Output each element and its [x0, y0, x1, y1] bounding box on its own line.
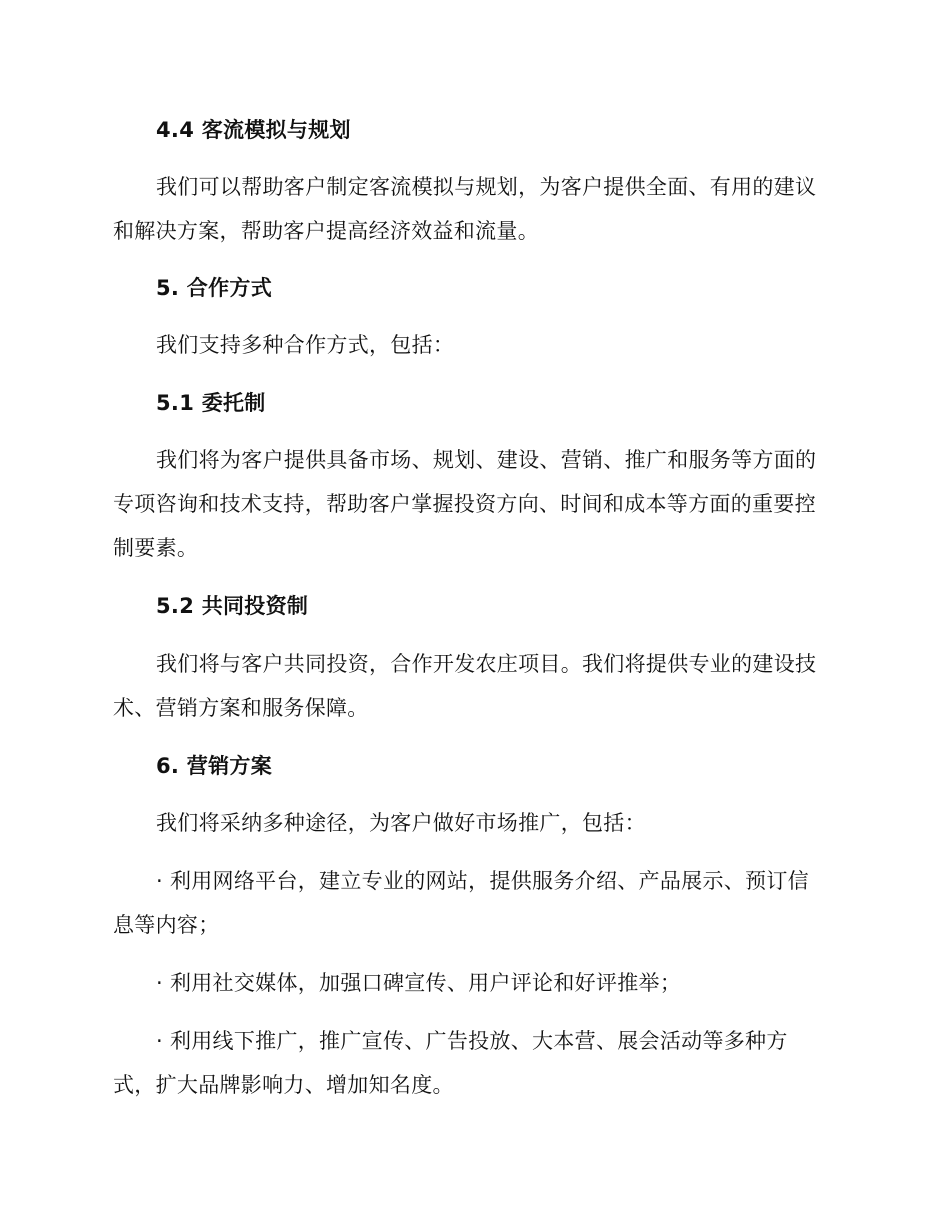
bullet-line: 息等内容； — [113, 913, 220, 937]
bullet-line: · 利用线下推广，推广宣传、广告投放、大本营、展会活动等多种方 — [156, 1029, 788, 1053]
bullet-line: 式，扩大品牌影响力、增加知名度。 — [113, 1073, 454, 1097]
paragraph-line: 专项咨询和技术支持，帮助客户掌握投资方向、时间和成本等方面的重要控 — [113, 492, 816, 516]
bullet-line: · 利用网络平台，建立专业的网站，提供服务介绍、产品展示、预订信 — [156, 869, 809, 893]
section-heading-5-2: 5.2 共同投资制 — [156, 594, 309, 618]
paragraph-line: 制要素。 — [113, 536, 199, 560]
section-heading-6: 6. 营销方案 — [156, 754, 272, 778]
paragraph-line: 我们将为客户提供具备市场、规划、建设、营销、推广和服务等方面的 — [156, 448, 817, 472]
paragraph-line: 术、营销方案和服务保障。 — [113, 696, 369, 720]
paragraph-line: 我们将采纳多种途径，为客户做好市场推广，包括： — [156, 811, 646, 835]
paragraph-line: 我们将与客户共同投资，合作开发农庄项目。我们将提供专业的建设技 — [156, 652, 817, 676]
paragraph-line: 和解决方案，帮助客户提高经济效益和流量。 — [113, 219, 539, 243]
paragraph-line: 我们可以帮助客户制定客流模拟与规划，为客户提供全面、有用的建议 — [156, 175, 817, 199]
section-heading-5-1: 5.1 委托制 — [156, 391, 266, 415]
paragraph-line: 我们支持多种合作方式，包括： — [156, 333, 455, 357]
section-heading-5: 5. 合作方式 — [156, 276, 272, 300]
section-heading-4-4: 4.4 客流模拟与规划 — [156, 118, 351, 142]
bullet-line: · 利用社交媒体，加强口碑宣传、用户评论和好评推举； — [156, 971, 682, 995]
